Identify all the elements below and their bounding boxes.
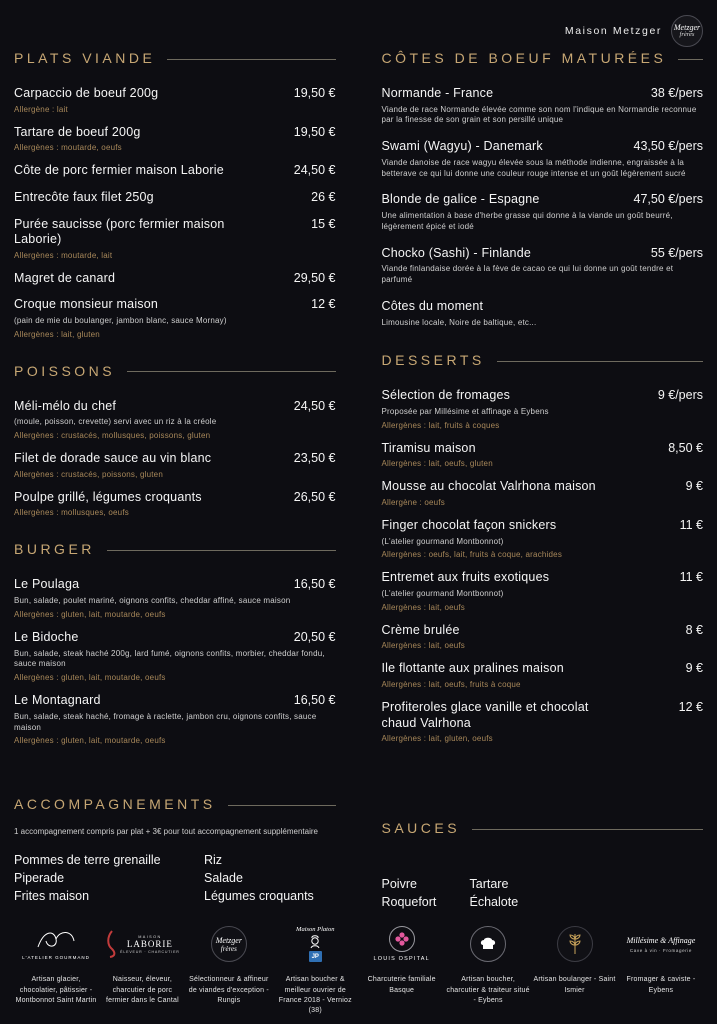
item-name: Chocko (Sashi) - Finlande xyxy=(381,245,532,260)
heading-rule xyxy=(472,829,703,830)
sauce-item: Poivre xyxy=(381,877,417,892)
heading-rule xyxy=(107,550,336,551)
section-title: BURGER xyxy=(14,541,95,558)
item-description: Viande finlandaise dorée à la fève de cacao ce qui lui donne un goût tendre et parfumé xyxy=(381,264,674,285)
item-allergens: Allergènes : lait, gluten xyxy=(14,329,100,339)
partner-boucherie-eybens xyxy=(446,918,530,1005)
logo-title: L'ATELIER GOURMAND xyxy=(22,955,90,961)
sauce-item: Échalote xyxy=(469,895,519,910)
item-name: Tartare de boeuf 200g xyxy=(14,124,141,139)
menu-item xyxy=(382,570,704,611)
partner-caption: Naisseur, éleveur, charcutier de porc fermier dans le Cantal xyxy=(105,976,179,1004)
louis-ospital-logo xyxy=(373,918,429,970)
section-title: ACCOMPAGNEMENTS xyxy=(14,796,216,813)
section-heading xyxy=(14,363,336,379)
item-price: 15 € xyxy=(311,216,336,231)
item-price: 29,50 € xyxy=(293,270,336,285)
item-price: 9 € xyxy=(685,479,703,494)
item-allergens: Allergènes : gluten, lait, moutarde, oeufs xyxy=(14,673,166,683)
section-heading xyxy=(382,352,704,368)
item-name: Poulpe grillé, légumes croquants xyxy=(14,489,202,504)
logo-title: Maison Platon xyxy=(296,926,335,934)
item-name: Le Poulaga xyxy=(14,577,80,592)
logo-sub: Cave à vin · Fromagerie xyxy=(629,948,692,954)
section-sauces xyxy=(382,820,704,912)
menu-item xyxy=(14,163,336,179)
item-description: Une alimentation à base d'herbe grasse qui donne à la viande un goût beurré, légèrement épicé et iodé xyxy=(381,211,673,231)
item-name: Sélection de fromages xyxy=(381,388,511,403)
item-name: Normande - France xyxy=(381,86,494,100)
menu-item xyxy=(14,271,336,287)
item-name: Filet de dorade sauce au vin blanc xyxy=(14,451,212,466)
heading-rule xyxy=(497,361,703,362)
jp-badge: JP xyxy=(309,951,322,962)
item-name: Le Bidoche xyxy=(14,629,79,644)
item-name: Tiramisu maison xyxy=(381,440,476,455)
section-cotes-de-boeuf xyxy=(382,50,704,328)
logo-top: MAISON xyxy=(138,935,162,940)
section-title: PLATS VIANDE xyxy=(14,50,156,66)
section-heading xyxy=(382,820,704,836)
item-allergens: Allergènes : oeufs, lait, fruits à coque, arachides xyxy=(381,550,563,560)
logo-title: Millésime & Affinage xyxy=(626,935,696,945)
section-burger xyxy=(14,541,336,745)
partner-caption: Fromager & caviste - Eybens xyxy=(626,976,696,994)
item-name: Méli-mélo du chef xyxy=(14,398,117,413)
partner-metzger-freres xyxy=(187,918,271,1005)
item-description: Bun, salade, poulet mariné, oignons confits, cheddar affiné, sauce maison xyxy=(14,596,291,606)
item-allergens: Allergènes : moutarde, lait xyxy=(14,250,113,260)
item-allergens: Allergènes : gluten, lait, moutarde, oeufs xyxy=(14,736,166,746)
menu-item xyxy=(382,86,704,126)
sauce-item: Roquefort xyxy=(381,895,437,910)
item-price: 9 € xyxy=(685,661,703,676)
menu-item xyxy=(382,518,704,559)
partner-caption: Charcuterie familiale Basque xyxy=(367,976,436,994)
menu-item xyxy=(14,399,336,440)
side-item: Riz xyxy=(204,852,223,867)
item-description: Limousine locale, Noire de baltique, etc... xyxy=(381,317,537,327)
item-price: 23,50 € xyxy=(293,451,336,466)
partner-caption: Artisan glacier, chocolatier, pâtissier - Montbonnot Saint Martin xyxy=(15,976,97,1004)
item-price: 16,50 € xyxy=(293,693,336,708)
partner-caption: Artisan boulanger - Saint Ismier xyxy=(533,976,616,994)
item-price: 26,50 € xyxy=(293,489,336,504)
logo-line1: Metzger xyxy=(215,935,242,945)
item-name: Côte de porc fermier maison Laborie xyxy=(14,163,224,178)
atelier-gourmand-logo xyxy=(22,918,90,970)
item-allergens: Allergènes : lait, oeufs, gluten xyxy=(381,459,493,469)
chef-sketch-icon xyxy=(307,935,323,949)
item-allergens: Allergènes : crustacés, poissons, gluten xyxy=(14,469,163,479)
item-allergens: Allergènes : lait, gluten, oeufs xyxy=(381,734,493,744)
item-name: Mousse au chocolat Valrhona maison xyxy=(381,479,596,494)
left-column xyxy=(14,50,336,756)
menu-item xyxy=(382,388,704,429)
item-name: Swami (Wagyu) - Danemark xyxy=(381,139,543,154)
section-accompagnements xyxy=(14,796,336,912)
accompagnements-note: 1 accompagnement compris par plat + 3€ pour tout accompagnement supplémentaire xyxy=(14,827,318,837)
item-name: Entremet aux fruits exotiques xyxy=(381,570,550,585)
sauce-item: Tartare xyxy=(469,877,509,892)
section-heading xyxy=(14,796,336,812)
partner-boulanger xyxy=(533,918,617,995)
partner-louis-ospital xyxy=(360,918,444,995)
item-allergens: Allergènes : gluten, lait, moutarde, oeufs xyxy=(14,609,166,619)
menu-item xyxy=(14,86,336,114)
partner-caption: Artisan boucher, charcutier & traiteur situé - Eybens xyxy=(446,976,530,1004)
menu-item xyxy=(382,139,704,179)
header xyxy=(14,14,703,48)
item-description: (moule, poisson, crevette) servi avec un riz à la créole xyxy=(14,417,217,427)
right-column xyxy=(382,50,704,756)
item-description: Bun, salade, steak haché, fromage à raclette, jambon cru, oignons confits, sauce maison xyxy=(14,711,317,732)
side-item: Piperade xyxy=(14,870,65,885)
item-description: Bun, salade, steak haché 200g, lard fumé, oignons confits, morbier, cheddar fondu, sauce maison xyxy=(14,648,325,669)
item-allergens: Allergènes : mollusques, oeufs xyxy=(14,508,129,518)
sides-column-2 xyxy=(204,852,336,906)
item-name: Entrecôte faux filet 250g xyxy=(14,189,154,204)
menu-item xyxy=(14,297,336,338)
item-name: Croque monsieur maison xyxy=(14,297,159,312)
logo-text-line1: Metzger xyxy=(673,22,701,32)
item-price: 24,50 € xyxy=(293,163,336,178)
item-price: 8,50 € xyxy=(668,440,703,455)
item-price: 12 € xyxy=(678,700,703,715)
item-price: 20,50 € xyxy=(293,629,336,644)
menu-item xyxy=(382,479,704,507)
item-price: 47,50 €/pers xyxy=(633,192,703,207)
item-allergens: Allergènes : lait, fruits à coques xyxy=(381,420,500,430)
wheat-icon xyxy=(568,932,582,956)
sides-column-1 xyxy=(14,852,204,906)
item-price: 19,50 € xyxy=(293,124,336,139)
menu-item xyxy=(382,661,704,689)
partner-maison-platon xyxy=(273,918,357,1016)
menu-item xyxy=(14,490,336,518)
maison-platon-logo xyxy=(296,918,334,970)
basque-cross-icon xyxy=(394,931,410,947)
heading-rule xyxy=(127,371,335,372)
item-price: 16,50 € xyxy=(293,577,336,592)
menu-item xyxy=(14,217,336,260)
item-price: 26 € xyxy=(311,189,336,204)
item-description: (L'atelier gourmand Montbonnot) xyxy=(381,589,504,599)
side-item: Légumes croquants xyxy=(204,888,314,903)
section-poissons xyxy=(14,363,336,518)
section-title: SAUCES xyxy=(381,820,461,837)
menu-item xyxy=(14,451,336,479)
menu-item xyxy=(14,125,336,153)
logo-title: LABORIE xyxy=(126,939,173,950)
sauces-column-2 xyxy=(470,876,704,912)
item-price: 9 €/pers xyxy=(657,388,703,403)
section-desserts xyxy=(382,352,704,743)
item-price: 19,50 € xyxy=(293,86,336,100)
menu-item xyxy=(382,700,704,743)
partner-millesime-affinage xyxy=(619,918,703,995)
toque-logo xyxy=(470,918,506,970)
item-allergens: Allergène : lait xyxy=(14,104,68,114)
sauces-column-1 xyxy=(382,876,470,912)
heading-rule xyxy=(167,59,335,60)
section-heading xyxy=(14,50,336,66)
heading-rule xyxy=(228,805,336,806)
side-item: Salade xyxy=(204,870,243,885)
menu-item xyxy=(14,693,336,745)
bottom-row xyxy=(14,796,703,912)
item-allergens: Allergènes : moutarde, oeufs xyxy=(14,143,122,153)
item-description: (L'atelier gourmand Montbonnot) xyxy=(381,536,504,546)
metzger-logo xyxy=(671,15,703,47)
item-allergens: Allergène : oeufs xyxy=(381,497,445,507)
item-allergens: Allergènes : lait, oeufs xyxy=(381,641,466,651)
partner-logos-footer xyxy=(14,918,703,1016)
laborie-logo xyxy=(105,918,180,970)
item-allergens: Allergènes : lait, oeufs, fruits à coque xyxy=(381,680,521,690)
section-heading xyxy=(14,541,336,557)
item-name: Carpaccio de boeuf 200g xyxy=(14,86,159,100)
partner-maison-laborie xyxy=(100,918,184,1005)
item-description: Viande danoise de race wagyu élevée sous la méthode indienne, engraissée à la betterave ce qui lui donne une couleur rouge intense et un goût légèrement sucré xyxy=(381,157,686,178)
item-allergens: Allergènes : lait, oeufs xyxy=(381,602,466,612)
item-price: 12 € xyxy=(311,297,336,312)
item-price: 24,50 € xyxy=(293,398,336,413)
partner-atelier-gourmand xyxy=(14,918,98,1005)
item-price: 43,50 €/pers xyxy=(633,139,703,154)
item-name: Purée saucisse (porc fermier maison Laborie) xyxy=(14,216,225,247)
main-columns xyxy=(14,50,703,756)
section-title: POISSONS xyxy=(14,362,116,379)
menu-item xyxy=(14,190,336,206)
menu-item xyxy=(382,299,704,328)
item-price: 38 €/pers xyxy=(650,86,703,100)
menu-item xyxy=(382,192,704,232)
item-allergens: Allergènes : crustacés, mollusques, poissons, gluten xyxy=(14,431,211,441)
logo-title: LOUIS OSPITAL xyxy=(373,956,430,963)
side-item: Frites maison xyxy=(14,888,90,903)
laborie-ribbon-icon xyxy=(105,929,117,959)
section-title: CÔTES DE BOEUF MATURÉES xyxy=(381,50,667,66)
sauces-list xyxy=(382,876,704,912)
section-title: DESSERTS xyxy=(381,352,485,369)
item-description: Proposée par Millésime et affinage à Eybens xyxy=(381,406,549,416)
sides-list xyxy=(14,852,336,906)
item-name: Profiteroles glace vanille et chocolat chaud Valrhona xyxy=(381,700,589,730)
heading-rule xyxy=(678,59,703,60)
item-name: Ile flottante aux pralines maison xyxy=(381,661,564,676)
side-item: Pommes de terre grenaille xyxy=(14,852,161,867)
flourish-icon xyxy=(34,928,78,952)
chef-hat-icon xyxy=(479,936,497,952)
partner-caption: Artisan boucher & meilleur ouvrier de France 2018 - Vernioz (38) xyxy=(278,976,352,1014)
menu-item xyxy=(382,623,704,651)
wheat-logo xyxy=(557,918,593,970)
item-name: Finger chocolat façon snickers xyxy=(381,517,557,532)
brand-name: Maison Metzger xyxy=(564,25,662,37)
item-price: 55 €/pers xyxy=(650,245,703,260)
section-plats-viande xyxy=(14,50,336,339)
item-description: (pain de mie du boulanger, jambon blanc, sauce Mornay) xyxy=(14,316,227,325)
menu-item xyxy=(14,630,336,682)
item-name: Magret de canard xyxy=(14,270,116,285)
item-name: Côtes du moment xyxy=(381,298,484,313)
logo-line2: frères xyxy=(220,944,237,953)
menu-item xyxy=(382,441,704,469)
metzger-freres-logo xyxy=(211,918,247,970)
menu-item xyxy=(382,246,704,286)
item-name: Crème brulée xyxy=(381,622,460,637)
partner-caption: Sélectionneur & affineur de viandes d'exception - Rungis xyxy=(188,976,269,1004)
millesime-affinage-logo xyxy=(627,918,696,970)
item-name: Le Montagnard xyxy=(14,693,101,708)
logo-text-line2: frères xyxy=(679,30,695,38)
item-price: 11 € xyxy=(679,570,703,585)
menu-item xyxy=(14,577,336,618)
logo-sub: ÉLEVEUR · CHARCUTIER xyxy=(120,949,180,954)
item-price: 8 € xyxy=(685,622,703,637)
item-name: Blonde de galice - Espagne xyxy=(381,192,540,207)
item-price: 11 € xyxy=(679,517,703,532)
section-heading xyxy=(382,50,704,66)
item-description: Viande de race Normande élevée comme son nom l'indique en Normandie reconnue par la finesse de son grain et son persillé unique xyxy=(381,104,697,125)
